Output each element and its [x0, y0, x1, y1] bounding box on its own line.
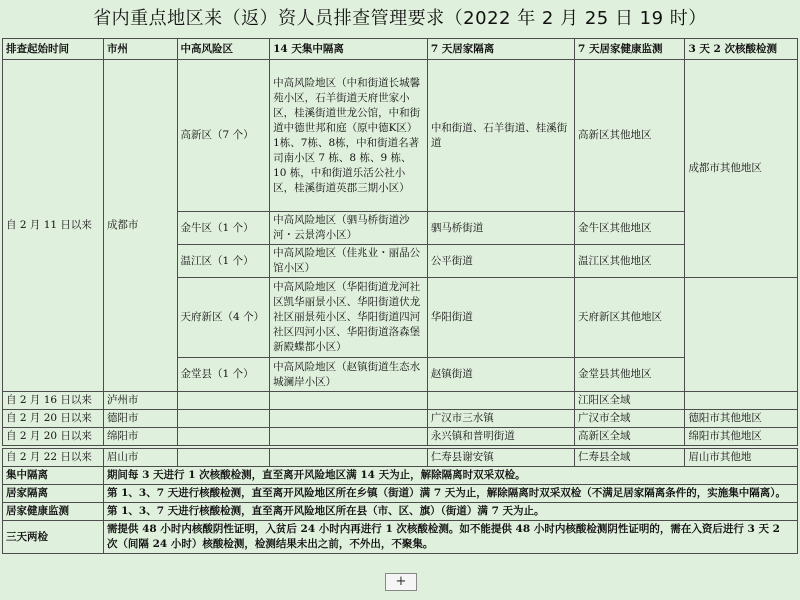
- home-monitor-cell: 天府新区其他地区: [575, 278, 685, 358]
- central-isolation-cell: 中高风险地区（中和街道长城馨苑小区，石羊街道天府世家小区，桂溪街道世龙公馆，中和街道中德世邦和庭（原中德K区）1栋、7栋、8栋，中和街道名著司南小区 7 栋、8 栋、9 栋、10 栋，中和街道乐活公社小区，桂溪街道英郡三期小区）: [270, 60, 428, 212]
- central-isolation-cell: 中高风险地区（赵镇街道生态水城澜岸小区）: [270, 358, 428, 392]
- home-monitor-cell: 金堂县其他地区: [575, 358, 685, 392]
- central-isolation-cell: [270, 410, 428, 428]
- header-risk-area: 中高风险区: [177, 39, 270, 60]
- home-isolation-cell: 驷马桥街道: [427, 212, 574, 245]
- risk-area: 金牛区（1 个）: [177, 212, 270, 245]
- page-title: 省内重点地区来（返）资人员排查管理要求（2022 年 2 月 25 日 19 时）: [93, 8, 707, 29]
- home-monitor-cell: 高新区全域: [575, 428, 685, 446]
- start-time: 自 2 月 22 日以来: [3, 449, 104, 467]
- start-time: 自 2 月 20 日以来: [3, 428, 104, 446]
- home-monitor-cell: 高新区其他地区: [575, 60, 685, 212]
- city: 泸州市: [103, 392, 177, 410]
- risk-area: [177, 449, 270, 467]
- start-time: 自 2 月 20 日以来: [3, 410, 104, 428]
- central-isolation-cell: [270, 428, 428, 446]
- three-day-test-cell: 德阳市其他地区: [685, 410, 798, 428]
- home-isolation-cell: 永兴镇和普明街道: [427, 428, 574, 446]
- header-3day-test: 3 天 2 次核酸检测: [685, 39, 798, 60]
- home-isolation-cell: 赵镇街道: [427, 358, 574, 392]
- home-isolation-cell: 广汉市三水镇: [427, 410, 574, 428]
- table-row: [3, 60, 798, 212]
- central-isolation-cell: 中高风险地区（华阳街道龙河社区凯华丽景小区、华阳街道伏龙社区丽景苑小区、华阳街道四河社区四河小区、华阳街道洛森堡新殿蝶都小区）: [270, 278, 428, 358]
- three-day-test-cell: 成都市其他地区: [685, 60, 798, 278]
- three-day-test-cell: [685, 392, 798, 410]
- home-isolation-cell: 华阳街道: [427, 278, 574, 358]
- table-row: [3, 410, 798, 428]
- requirements-table: [2, 38, 798, 554]
- three-day-test-cell: [685, 278, 798, 392]
- header-city: 市州: [103, 39, 177, 60]
- note-row: [3, 467, 798, 485]
- risk-area: 高新区（7 个）: [177, 60, 270, 212]
- header-7day-monitor: 7 天居家健康监测: [575, 39, 685, 60]
- note-row: [3, 503, 798, 521]
- note-label: 三天两检: [3, 521, 104, 554]
- start-time: 自 2 月 16 日以来: [3, 392, 104, 410]
- header-start-time: 排查起始时间: [3, 39, 104, 60]
- city: 绵阳市: [103, 428, 177, 446]
- home-monitor-cell: 仁寿县全域: [575, 449, 685, 467]
- central-isolation-cell: [270, 449, 428, 467]
- note-text: 需提供 48 小时内核酸阴性证明，入贫后 24 小时内再进行 1 次核酸检测。如不能提供 48 小时内核酸检测阴性证明的，需在入资后进行 3 天 2 次（间隔 24 小时）核酸检测，检测结果未出之前，不外出，不聚集。: [103, 521, 797, 554]
- home-monitor-cell: 温江区其他地区: [575, 245, 685, 278]
- risk-area: [177, 410, 270, 428]
- note-text: 期间每 3 天进行 1 次核酸检测，直至离开风险地区满 14 天为止，解除隔离时双采双检。: [103, 467, 797, 485]
- table-row: [3, 392, 798, 410]
- home-monitor-cell: 金牛区其他地区: [575, 212, 685, 245]
- note-label: 集中隔离: [3, 467, 104, 485]
- header-7day-home: 7 天居家隔离: [427, 39, 574, 60]
- home-isolation-cell: 中和街道、石羊街道、桂溪街道: [427, 60, 574, 212]
- central-isolation-cell: 中高风险地区（驷马桥街道沙河・云景湾小区）: [270, 212, 428, 245]
- city: 德阳市: [103, 410, 177, 428]
- city: 眉山市: [103, 449, 177, 467]
- central-isolation-cell: [270, 392, 428, 410]
- note-text: 第 1、3、7 天进行核酸检测，直至离开风险地区所在乡镇（街道）满 7 天为止，解除隔离时双采双检（不满足居家隔离条件的，实施集中隔离）。: [103, 485, 797, 503]
- table-row: [3, 428, 798, 446]
- note-row: [3, 521, 798, 554]
- risk-area: [177, 392, 270, 410]
- note-label: 居家隔离: [3, 485, 104, 503]
- risk-area: 温江区（1 个）: [177, 245, 270, 278]
- note-text: 第 1、3、7 天进行核酸检测，直至离开风险地区所在县（市、区、旗）（街道）满 7 天为止。: [103, 503, 797, 521]
- home-monitor-cell: 广汉市全域: [575, 410, 685, 428]
- note-label: 居家健康监测: [3, 503, 104, 521]
- header-14day-central: 14 天集中隔离: [270, 39, 428, 60]
- header-row: [3, 39, 798, 60]
- home-monitor-cell: 江阳区全域: [575, 392, 685, 410]
- home-isolation-cell: [427, 392, 574, 410]
- risk-area: 金堂县（1 个）: [177, 358, 270, 392]
- central-isolation-cell: 中高风险地区（佳兆业・丽晶公馆小区）: [270, 245, 428, 278]
- risk-area: 天府新区（4 个）: [177, 278, 270, 358]
- chengdu-city: 成都市: [103, 60, 177, 392]
- add-sheet-button[interactable]: +: [385, 573, 417, 591]
- risk-area: [177, 428, 270, 446]
- three-day-test-cell: 眉山市其他地: [685, 449, 798, 467]
- home-isolation-cell: 仁寿县谢安镇: [427, 449, 574, 467]
- chengdu-time: 自 2 月 11 日以来: [3, 60, 104, 392]
- three-day-test-cell: 绵阳市其他地区: [685, 428, 798, 446]
- note-row: [3, 485, 798, 503]
- home-isolation-cell: 公平街道: [427, 245, 574, 278]
- table-row: [3, 449, 798, 467]
